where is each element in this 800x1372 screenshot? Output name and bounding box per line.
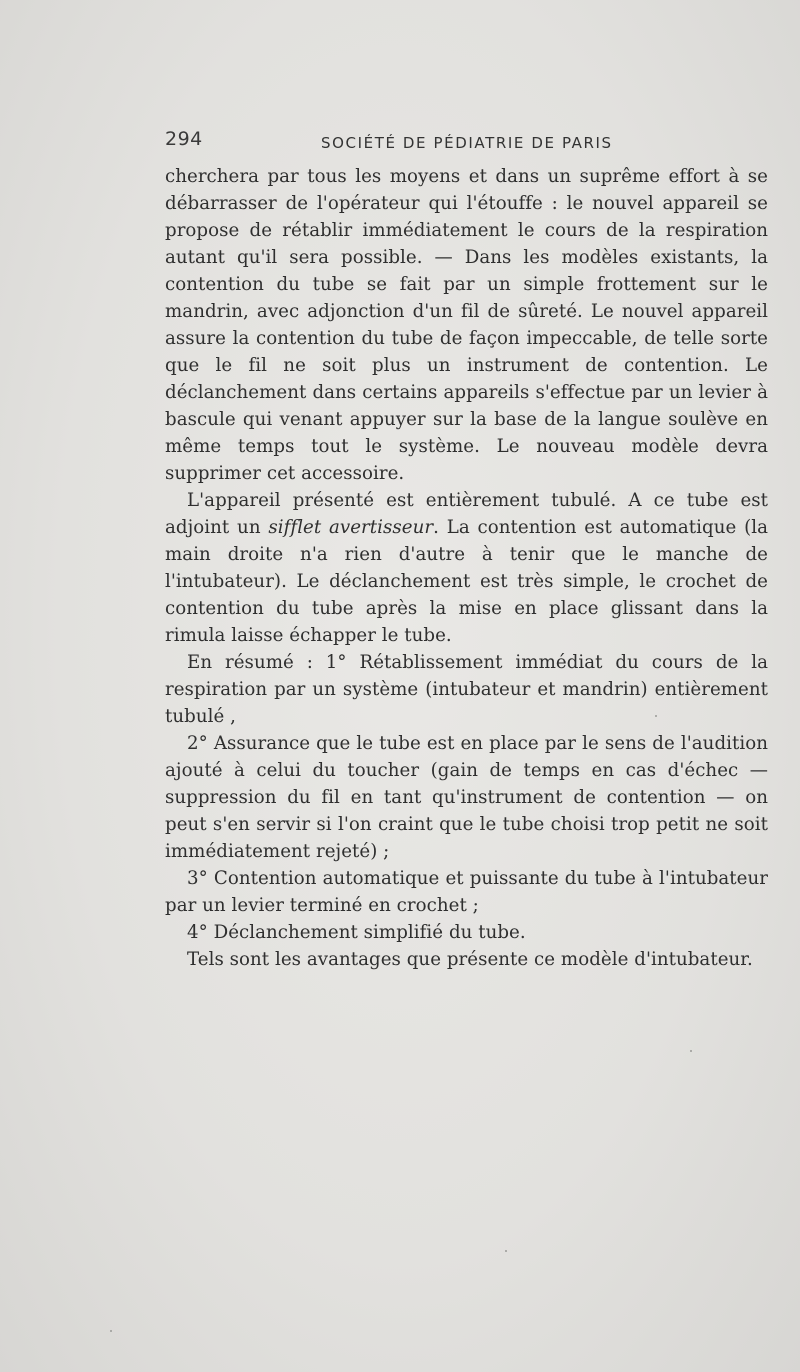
paper-speck bbox=[655, 715, 657, 717]
paragraph-1: cherchera par tous les moyens et dans un suprême effort à se débarrasser de l'opérateur qui l'étouffe : le nouvel appareil se propose de rétablir immédiatement le cours de la respiration autant qu'il sera possible. — Dans les modèles existants, la contention du tube se fait par un simple frottement sur le mandrin, avec adjonction d'un fil de sûreté. Le nouvel appareil assure la contention du tube de façon impeccable, de telle sorte que le fil ne soit plus un instrument de contention. Le déclanchement dans certains appareils s'effectue par un levier à bascule qui venant appuyer sur la base de la langue soulève en même temps tout le système. Le nouveau modèle devra supprimer cet accessoire. bbox=[165, 166, 768, 484]
paragraph-3: En résumé : 1° Rétablissement immédiat du cours de la respiration par un système (intubateur et mandrin) entièrement tubulé , bbox=[165, 652, 768, 727]
running-head: SOCIÉTÉ DE PÉDIATRIE DE PARIS bbox=[321, 134, 613, 152]
paragraph-6: 4° Déclanchement simplifié du tube. bbox=[187, 922, 526, 943]
paragraph-2-italic-term: sifflet avertisseur bbox=[268, 517, 434, 538]
page-number: 294 bbox=[165, 128, 203, 150]
paragraph-2-start: L'appareil présenté est entièrement tubulé. A ce tube est adjoint un bbox=[165, 490, 768, 538]
body-text bbox=[165, 163, 768, 973]
paragraph-2 bbox=[165, 487, 768, 649]
paper-speck bbox=[505, 1250, 507, 1252]
paper-speck bbox=[690, 1050, 692, 1052]
paper-speck bbox=[110, 1330, 112, 1332]
paragraph-4: 2° Assurance que le tube est en place par le sens de l'audition ajouté à celui du toucher (gain de temps en cas d'échec — suppression du fil en tant qu'instrument de contention — on peut s'en servir si l'on craint que le tube choisi trop petit ne soit immédiatement rejeté) ; bbox=[165, 733, 768, 862]
page-header bbox=[165, 128, 765, 158]
paragraph-2-end: . La contention est automatique (la main droite n'a rien d'autre à tenir que le manche de l'intubateur). Le déclanchement est très simple, le crochet de contention du tube après la mise en place glissant dans la rimula laisse échapper le tube. bbox=[165, 517, 768, 646]
paragraph-7: Tels sont les avantages que présente ce modèle d'intubateur. bbox=[187, 949, 753, 970]
paragraph-5: 3° Contention automatique et puissante du tube à l'intubateur par un levier terminé en crochet ; bbox=[165, 868, 768, 916]
